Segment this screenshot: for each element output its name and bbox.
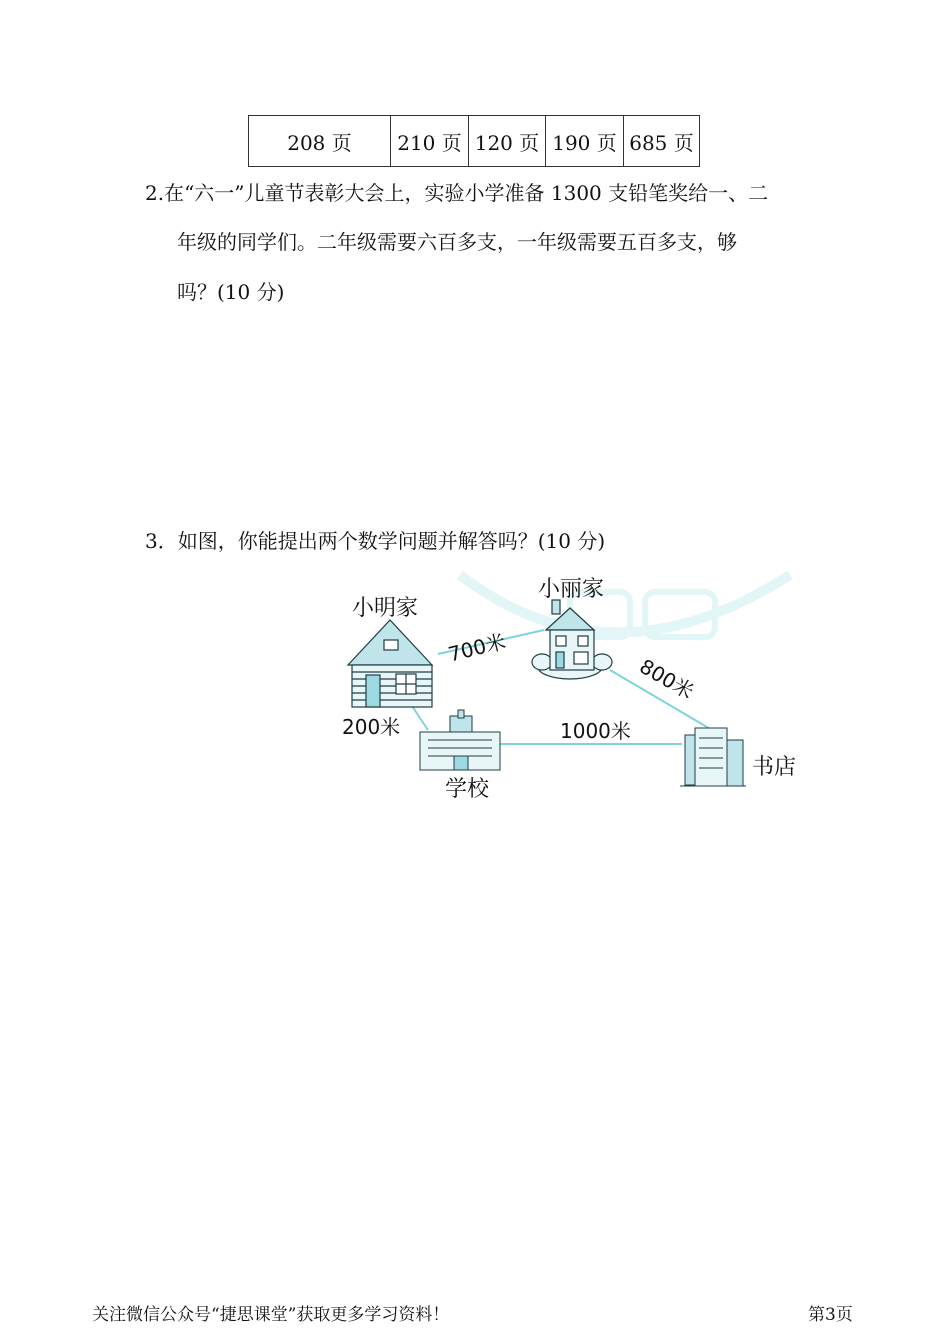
pages-table [248,115,700,167]
label-school: 学校 [445,777,490,802]
table-cell: 210 页 [391,116,469,167]
bookstore-icon [680,728,746,786]
table-cell: 208 页 [249,116,391,167]
q2-line3: 吗？(10 分) [177,280,285,304]
page-number: 第3页 [808,1305,853,1325]
label-xiaoli: 小丽家 [538,577,605,602]
table-cell: 120 页 [469,116,546,167]
q2-line1: 2.在“六一”儿童节表彰大会上，实验小学准备 1300 支铅笔奖给一、二 [145,181,769,205]
table-cell: 190 页 [546,116,624,167]
label-xiaoming: 小明家 [352,596,419,621]
table-cell: 685 页 [624,116,700,167]
q3-text: 3．如图，你能提出两个数学问题并解答吗？(10 分) [145,529,606,553]
q2-line2: 年级的同学们。二年级需要六百多支，一年级需要五百多支，够 [177,230,737,254]
distance-xiaoming-school: 200米 [342,715,401,739]
distance-xiaoming-xiaoli: 700米 [445,629,509,667]
distance-school-bookstore: 1000米 [560,719,631,743]
table-row [249,116,700,167]
watermark-logo [460,575,790,637]
footer-promo: 关注微信公众号“捷思课堂”获取更多学习资料！ [92,1305,450,1325]
xiaoming-house-icon [348,620,432,707]
route-map [330,570,820,810]
distance-xiaoli-bookstore: 800米 [635,654,698,704]
label-bookstore: 书店 [752,755,797,780]
school-icon [420,710,500,770]
